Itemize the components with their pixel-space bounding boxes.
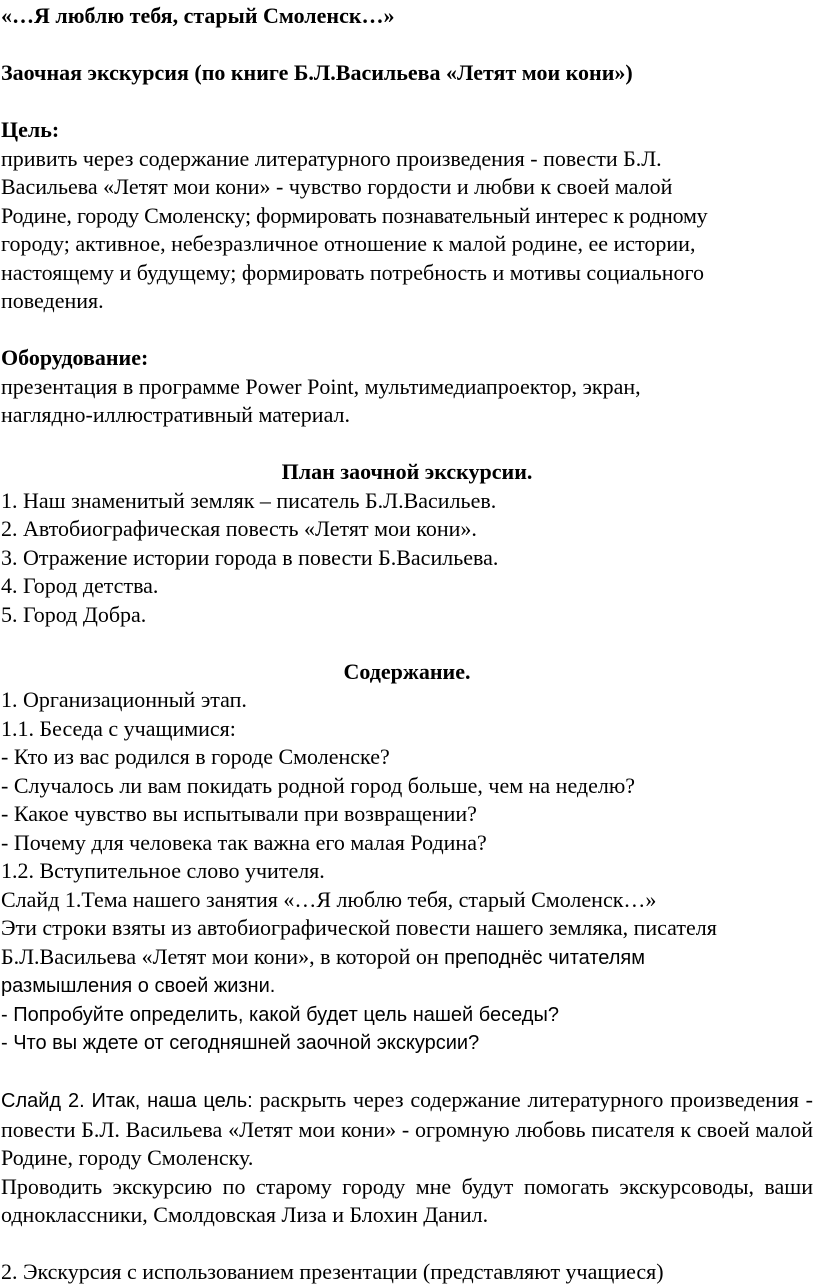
plan-item: 3. Отражение истории города в повести Б.Васильева. <box>1 544 499 570</box>
content-heading: Содержание. <box>343 658 471 684</box>
content-line: Эти строки взяты из автобиографической повести нашего земляка, писателя <box>1 915 717 940</box>
slide2-label: Слайд 2. Итак, наша цель: <box>1 1090 253 1112</box>
content-text: Б.Л.Васильева «Летят мои кони», в которой он <box>1 943 445 969</box>
slide2-text: раскрыть через содержание литературного произведения - повести Б.Л. Васильева «Летят мои кони» - огромную любовь писателя к своей малой Родине, городу Смоленску. <box>1 1087 813 1170</box>
content-line <box>1 943 813 973</box>
content-line: размышления о своей жизни. <box>1 975 276 997</box>
spacer <box>1 629 813 658</box>
slide2-paragraph <box>1 1086 813 1173</box>
goal-line: Родине, городу Смоленску; формировать познавательный интерес к родному <box>1 202 708 228</box>
content-line: - Случалось ли вам покидать родной город больше, чем на неделю? <box>1 772 636 798</box>
content-line: Слайд 1.Тема нашего занятия «…Я люблю тебя, старый Смоленск…» <box>1 886 657 912</box>
document-title: «…Я люблю тебя, старый Смоленск…» <box>1 3 395 28</box>
goal-line: привить через содержание литературного произведения - повести Б.Л. <box>1 145 662 171</box>
spacer <box>1 316 813 345</box>
content-line: - Какое чувство вы испытывали при возвращении? <box>1 801 477 826</box>
goal-heading: Цель: <box>1 117 60 142</box>
goal-line: поведения. <box>1 288 104 313</box>
plan-item: 5. Город Добра. <box>1 601 147 627</box>
spacer <box>1 430 813 459</box>
equipment-line: наглядно-иллюстративный материал. <box>1 402 351 427</box>
spacer <box>1 1230 813 1259</box>
content-line: 1. Организационный этап. <box>1 687 247 712</box>
content-question: - Что вы ждете от сегодняшней заочной экскурсии? <box>1 1032 480 1054</box>
plan-heading: План заочной экскурсии. <box>281 459 533 484</box>
document-page <box>1 2 813 1287</box>
plan-item: 1. Наш знаменитый земляк – писатель Б.Л.Васильев. <box>1 487 497 513</box>
spacer <box>1 31 813 60</box>
excursion-line: 2. Экскурсия с использованием презентации (представляют учащиеся) <box>1 1259 664 1284</box>
plan-item: 4. Город детства. <box>1 573 159 598</box>
content-question: - Попробуйте определить, какой будет цель нашей беседы? <box>1 1003 559 1026</box>
goal-line: городу; активное, небезразличное отношение к малой родине, ее истории, <box>1 231 696 256</box>
spacer <box>1 1058 813 1087</box>
goal-line: настоящему и будущему; формировать потребность и мотивы социального <box>1 259 704 285</box>
content-line: 1.1. Беседа с учащимися: <box>1 715 236 741</box>
goal-line: Васильева «Летят мои кони» - чувство гордости и любви к своей малой <box>1 174 673 199</box>
document-subtitle: Заочная экскурсия (по книге Б.Л.Васильева «Летят мои кони») <box>1 60 633 85</box>
guides-paragraph: Проводить экскурсию по старому городу мне будут помогать экскурсоводы, ваши одноклассники, Смолдовская Лиза и Блохин Данил. <box>1 1173 813 1227</box>
plan-item: 2. Автобиографическая повесть «Летят мои кони». <box>1 516 477 541</box>
equipment-line: презентация в программе Power Point, мультимедиапроектор, экран, <box>1 373 641 399</box>
content-line: 1.2. Вступительное слово учителя. <box>1 858 325 883</box>
content-line: - Почему для человека так важна его малая Родина? <box>1 829 487 855</box>
spacer <box>1 88 813 117</box>
content-text: преподнёс читателям <box>444 946 645 969</box>
content-line: - Кто из вас родился в городе Смоленске? <box>1 744 390 769</box>
equipment-heading: Оборудование: <box>1 345 149 370</box>
